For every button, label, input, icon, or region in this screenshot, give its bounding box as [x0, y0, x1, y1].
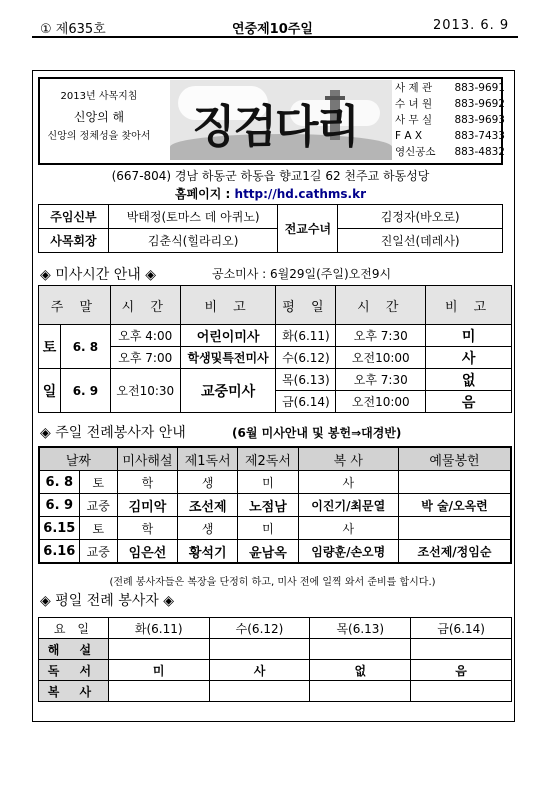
col-header: 주 말 — [39, 286, 111, 325]
col-header: 화(6.11) — [108, 618, 209, 639]
homepage-label: 홈페이지 : — [175, 187, 235, 201]
table-row — [39, 471, 511, 494]
cell: 학 — [117, 471, 177, 494]
cell: 없 — [310, 660, 411, 681]
cell: 생 — [178, 517, 238, 540]
mass-time: 오후 4:00 — [110, 325, 180, 347]
weekend-day: 일 — [39, 369, 61, 413]
weekend-day: 토 — [39, 325, 61, 369]
cell — [108, 681, 209, 702]
weekday-label: 수(6.12) — [276, 347, 336, 369]
homepage-line — [38, 185, 503, 202]
weekday-time: 오전10:00 — [336, 391, 426, 413]
row-date: 6.15 — [39, 517, 79, 540]
weekday-note: 음 — [426, 391, 512, 413]
weekday-note: 없 — [426, 369, 512, 391]
motto-year: 2013년 사목지침 — [60, 91, 138, 102]
col-header: 평 일 — [276, 286, 336, 325]
col-header: 복 사 — [298, 447, 398, 471]
volunteer-section-note: (6월 미사안내 및 봉헌⇒대경반) — [232, 426, 402, 440]
motto-sub: 신앙의 정체성을 찾아서 — [47, 131, 151, 142]
sister-name: 진일선(데레사) — [338, 229, 503, 253]
row-date: 6. 8 — [39, 471, 79, 494]
mass-section-title: ◈ 미사시간 안내 ◈ — [40, 267, 157, 283]
col-header: 금(6.14) — [411, 618, 512, 639]
mass-note: 어린이미사 — [180, 325, 276, 347]
weekday-section-title: ◈ 평일 전례 봉사자 ◈ — [40, 593, 175, 609]
cell — [310, 681, 411, 702]
council-label: 사목회장 — [39, 229, 109, 253]
mass-note: 학생및특전미사 — [180, 347, 276, 369]
cell: 사 — [298, 517, 398, 540]
weekday-volunteer-table — [38, 617, 512, 702]
weekday-time: 오후 7:30 — [336, 325, 426, 347]
col-header: 제2독서 — [238, 447, 298, 471]
volunteer-table — [38, 446, 512, 564]
table-row — [39, 517, 511, 540]
table-row — [39, 639, 512, 660]
volunteer-section-title: ◈ 주일 전례봉사자 안내 — [40, 425, 186, 441]
weekday-time: 오전10:00 — [336, 347, 426, 369]
cell — [411, 681, 512, 702]
volunteer-reminder: (전례 봉사자들은 복장을 단정히 하고, 미사 전에 일찍 와서 준비를 합시다.) — [109, 577, 436, 588]
cell: 노점남 — [238, 494, 298, 517]
col-header: 시 간 — [110, 286, 180, 325]
weekday-label: 화(6.11) — [276, 325, 336, 347]
motto-theme: 신앙의 해 — [73, 110, 125, 124]
pastor-label: 주임신부 — [39, 205, 109, 229]
cell — [209, 639, 310, 660]
weekday-note: 사 — [426, 347, 512, 369]
cell: 윤남옥 — [238, 540, 298, 564]
pastor-name: 박태정(토마스 데 아퀴노) — [108, 205, 278, 229]
col-header: 제1독서 — [178, 447, 238, 471]
row-label: 해 설 — [39, 639, 109, 660]
cell: 임은선 — [117, 540, 177, 564]
cell — [411, 639, 512, 660]
col-header: 날짜 — [39, 447, 117, 471]
cell: 김미악 — [117, 494, 177, 517]
contact-row: 사 제 관 883-9691 — [395, 82, 505, 94]
cell: 학 — [117, 517, 177, 540]
cell: 박 술/오옥련 — [398, 494, 511, 517]
row-type: 교중 — [79, 540, 117, 564]
cell: 황석기 — [178, 540, 238, 564]
table-row — [39, 494, 511, 517]
cell: 생 — [178, 471, 238, 494]
mass-time: 오후 7:00 — [110, 347, 180, 369]
col-header: 비 고 — [426, 286, 512, 325]
mass-time: 오전10:30 — [110, 369, 180, 413]
header-rule — [32, 36, 518, 38]
cell: 미 — [108, 660, 209, 681]
mass-note: 교중미사 — [180, 369, 276, 413]
parish-address: (667-804) 경남 하동군 하동읍 향교1길 62 천주교 하동성당 — [111, 169, 430, 183]
table-row — [39, 540, 511, 564]
cell — [398, 471, 511, 494]
cell: 사 — [209, 660, 310, 681]
cell: 조선제 — [178, 494, 238, 517]
row-type: 교중 — [79, 494, 117, 517]
weekend-date: 6. 8 — [60, 325, 110, 369]
cell — [108, 639, 209, 660]
council-name: 김춘식(힐라리오) — [108, 229, 278, 253]
issue-number: ① 제635호 — [40, 22, 106, 37]
cell: 사 — [298, 471, 398, 494]
row-date: 6.16 — [39, 540, 79, 564]
cell — [310, 639, 411, 660]
col-header: 목(6.13) — [310, 618, 411, 639]
cell: 미 — [238, 471, 298, 494]
row-type: 토 — [79, 471, 117, 494]
contact-row: F A X 883-7433 — [395, 130, 505, 142]
weekday-note: 미 — [426, 325, 512, 347]
mission-mass-note: 공소미사 : 6월29일(주일)오전9시 — [212, 267, 392, 281]
table-row — [39, 660, 512, 681]
contact-row: 영신공소 883-4832 — [395, 146, 505, 158]
sister-name: 김정자(바오로) — [338, 205, 503, 229]
cell — [398, 517, 511, 540]
weekday-time: 오후 7:30 — [336, 369, 426, 391]
col-header: 미사해설 — [117, 447, 177, 471]
cell: 임량훈/손오명 — [298, 540, 398, 564]
row-label: 독 서 — [39, 660, 109, 681]
row-type: 토 — [79, 517, 117, 540]
col-header: 예물봉헌 — [398, 447, 511, 471]
weekday-label: 금(6.14) — [276, 391, 336, 413]
homepage-link[interactable]: http://hd.cathms.kr — [234, 187, 366, 201]
pastoral-motto — [43, 87, 155, 147]
contact-row: 사 무 실 883-9693 — [395, 114, 505, 126]
col-header: 시 간 — [336, 286, 426, 325]
bulletin-date: 2013. 6. 9 — [433, 18, 510, 33]
col-header: 요 일 — [39, 618, 109, 639]
cell — [209, 681, 310, 702]
cell: 조선제/정임순 — [398, 540, 511, 564]
mass-time-table — [38, 285, 512, 413]
masthead-logo — [170, 80, 392, 160]
row-label: 복 사 — [39, 681, 109, 702]
bulletin-title: 연중제10주일 — [232, 22, 313, 37]
col-header: 비 고 — [180, 286, 276, 325]
col-header: 수(6.12) — [209, 618, 310, 639]
cell: 미 — [238, 517, 298, 540]
row-date: 6. 9 — [39, 494, 79, 517]
cell: 이진기/최문열 — [298, 494, 398, 517]
contact-row: 수 녀 원 883-9692 — [395, 98, 505, 110]
weekday-label: 목(6.13) — [276, 369, 336, 391]
logo-text: 징검다리 — [192, 100, 358, 153]
weekend-date: 6. 9 — [60, 369, 110, 413]
sisters-label: 전교수녀 — [278, 205, 338, 253]
staff-table — [38, 204, 503, 253]
table-row — [39, 681, 512, 702]
cell: 음 — [411, 660, 512, 681]
contact-list — [395, 80, 505, 160]
